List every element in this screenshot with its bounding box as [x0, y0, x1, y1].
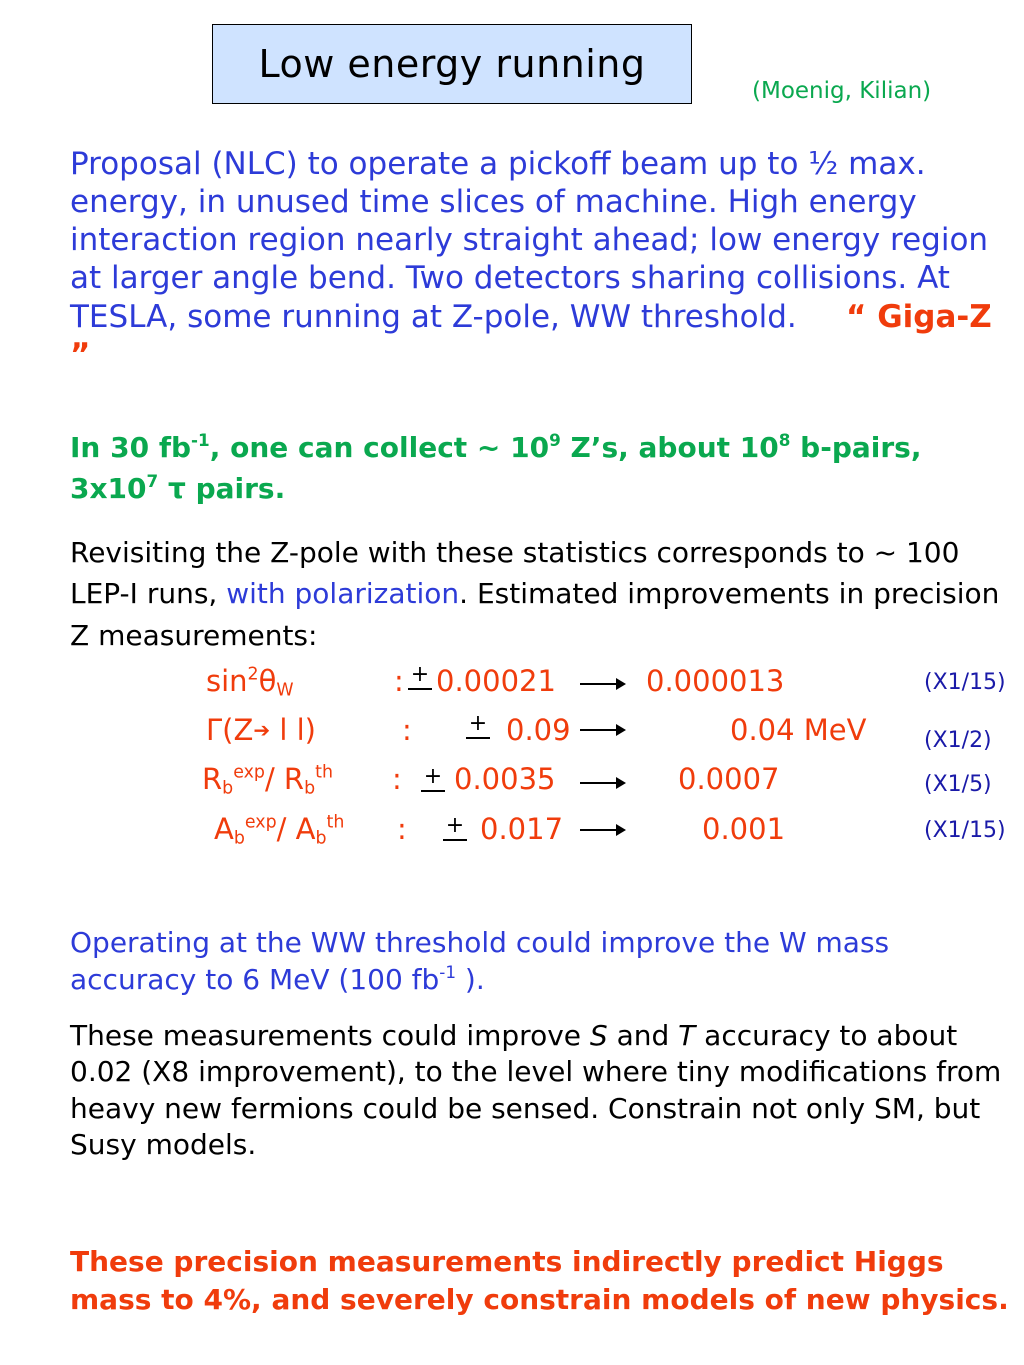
intro-paragraph — [70, 145, 1010, 374]
st-text-2: accuracy to about 0.02 (X8 improvement), to the level where tiny modifications from heavy new fermions could be sensed. Constrain not only SM, but Susy models. — [70, 1019, 1002, 1162]
ww-paragraph — [70, 925, 970, 999]
measurement-to-value: 0.001 — [702, 812, 786, 846]
intro-text: Proposal (NLC) to operate a pickoff beam up to ½ max. energy, in unused time slices of machine. High energy interaction region nearly straight ahead; low energy region at larger angle bend. Two detectors sharing collisions. At TESLA, some running at Z-pole, WW threshold. — [70, 146, 989, 335]
revisit-highlight: with polarization — [226, 577, 460, 611]
measurement-colon: : — [392, 762, 402, 796]
revisit-paragraph — [70, 532, 1000, 656]
measurement-colon: : — [402, 713, 412, 747]
ww-text-1: Operating at the WW threshold could improve the W mass accuracy to 6 MeV (100 fb — [70, 926, 890, 996]
arrow-icon — [580, 729, 624, 731]
measurement-to-value: 0.0007 — [678, 762, 780, 796]
st-t-symbol: T — [678, 1019, 696, 1052]
stats-text-1: In 30 fb — [70, 431, 192, 464]
stats-text-5: τ pairs. — [158, 471, 286, 505]
plus-minus-sign: + — [421, 764, 445, 789]
stats-paragraph — [70, 428, 970, 509]
measurement-from-value: 0.09 — [506, 713, 571, 747]
measurement-label: $A_b^{exp}/$ $A_b^{th}$ — [214, 812, 345, 849]
st-s-symbol: S — [589, 1019, 608, 1052]
revisit-text-2: . Estimated improvements in precision Z measurements: — [70, 577, 1000, 652]
stats-text-2: , one can collect ~ 10 — [209, 431, 550, 464]
measurement-to-value: 0.04 MeV — [730, 713, 867, 747]
measurement-colon: : — [394, 664, 404, 698]
stats-text-3: Z’s, about 10 — [560, 431, 779, 464]
arrow-icon — [580, 683, 624, 685]
measurement-to-value: 0.000013 — [646, 664, 785, 698]
giga-z-emphasis: “ Giga-Z ” — [70, 298, 992, 373]
improvement-ratio: (X1/5) — [924, 772, 992, 797]
ww-text-2: ). — [456, 962, 485, 996]
measurement-from-value: 0.00021 — [436, 664, 556, 698]
measurement-colon: : — [397, 812, 407, 846]
measurement-label: Γ(Z➔ l l) — [206, 713, 316, 747]
improvement-ratio: (X1/15) — [924, 670, 1006, 695]
improvement-ratio: (X1/15) — [924, 818, 1006, 843]
stats-exp-4: 7 — [146, 470, 159, 491]
st-paragraph — [70, 1018, 1010, 1164]
stats-exp-3: 8 — [778, 430, 791, 451]
st-text-1: These measurements could improve — [70, 1019, 590, 1052]
measurement-from-value: 0.0035 — [454, 762, 556, 796]
page-title: Low energy running — [258, 42, 646, 86]
credit-text: (Moenig, Kilian) — [752, 78, 932, 104]
measurement-label: $\sin^2\theta_W$ — [206, 664, 294, 701]
conclusion-paragraph: These precision measurements indirectly predict Higgs mass to 4%, and severely constrain models of new physics. — [70, 1245, 1009, 1316]
plus-minus-sign: + — [408, 662, 432, 687]
stats-text-4: b-pairs, 3x10 — [70, 431, 922, 505]
plus-minus-sign: + — [443, 813, 467, 838]
title-box — [212, 24, 692, 104]
arrow-icon — [580, 829, 624, 831]
revisit-text-1: Revisiting the Z-pole with these statistics corresponds to ~ 100 LEP-I runs, — [70, 536, 960, 611]
plus-minus-sign: + — [466, 711, 490, 736]
improvement-ratio: (X1/2) — [924, 728, 992, 753]
measurement-label: $R_b^{exp}/$ $R_b^{th}$ — [202, 762, 333, 799]
ww-exp: -1 — [439, 962, 457, 983]
stats-exp-2: 9 — [549, 430, 561, 451]
stats-exp-1: -1 — [191, 430, 210, 451]
arrow-icon — [580, 782, 624, 784]
st-and: and — [607, 1019, 679, 1052]
measurement-from-value: 0.017 — [480, 812, 564, 846]
